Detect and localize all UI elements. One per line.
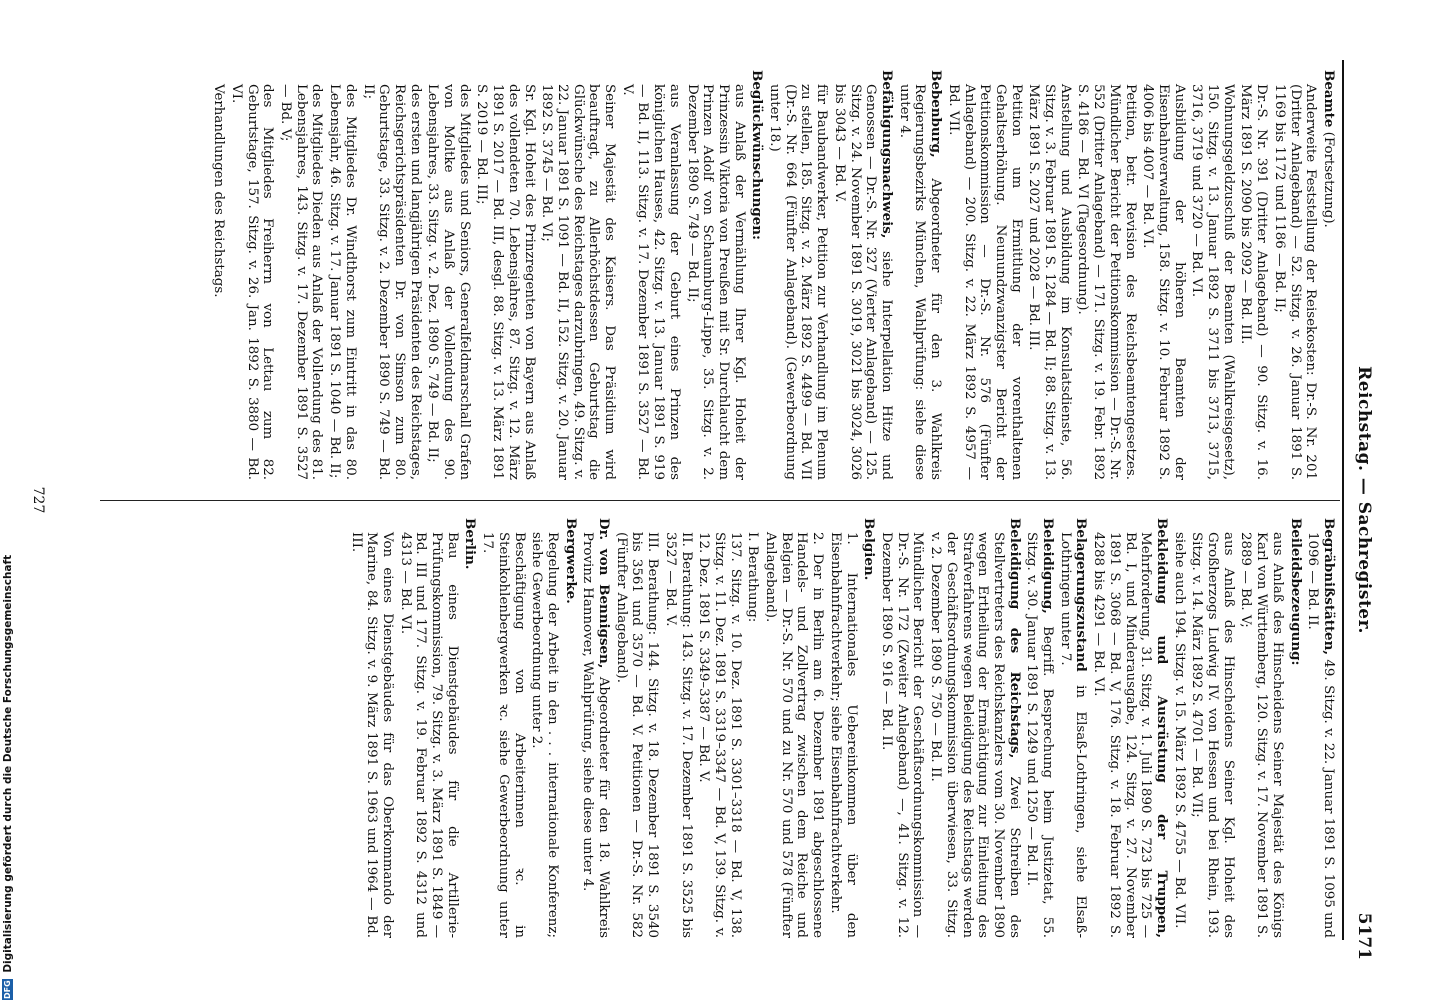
index-entry <box>1238 70 1269 480</box>
entry-keyword: Belgien. <box>861 518 878 581</box>
entry-text: (Fortsetzung). <box>1321 131 1336 228</box>
entry-text: Petition um Ermittlung der vorenthaltenen Gehaltserhöhung. Neunundzwanzigster Bericht der Petitionskommission — Dr.-S. Nr. 576 (Fünfter Anlageband) — 200. Sitzg. v. 22. März 1892 S. 4957 — Bd. VII. <box>945 84 1024 480</box>
entry-text: aus Anlaß der Vermählung Ihrer Kgl. Hoheit der Prinzessin Viktoria von Preußen mit Sr. Durchlaucht dem Prinzen Adolf von Schaumburg-Lippe, 35. Sitzg. v. 2. Dezember 1890 S. 749 — Bd. II; <box>684 84 747 480</box>
entry-text: für Baubandwerker, Petition zur Verhandlung im Plenum zu stellen, 185. Sitzg. v. 2. März 1892 S. 4499 — Bd. VII (Dr.-S. Nr. 664 (Fünfter Anlageband). (Gewerbeordnung unter 18.) <box>767 84 830 480</box>
index-entry <box>360 70 423 480</box>
entry-text: Verhandlungen des Reichstags. <box>211 84 227 298</box>
left-column <box>208 70 1336 480</box>
entry-text: Petition, betr. Revision des Reichsbeamtengesetzes. Mündlicher Bericht der Petitionskommission — Dr.-S. Nr. 552 (Dritter Anlageband) — 171. Sitzg. v. 19. Febr. 1892 S. 4186 — Bd. VI (Tagesordnung). <box>1075 84 1138 480</box>
entry-keyword: Beleidigung des Reichstags, <box>1006 518 1023 759</box>
index-entry <box>397 518 460 938</box>
running-title: Reichstag. — Sachregister. <box>1354 366 1374 634</box>
entry-text: II. Berathung: 143. Sitzg. v. 17. Dezember 1891 S. 3525 bis 3527 — Bd. V. <box>662 532 694 938</box>
entry-text: siehe Interpellation Hitze und Genossen — Dr.-S. Nr. 327 (Vierter Anlageband) — 125. Sitzg. v. 24. November 1891 S. 3019, 3021 bis 3024, 3026 bis 3043 — Bd. V. <box>831 84 895 480</box>
right-column <box>346 518 1336 938</box>
entry-text: des Mitgliedes Dieden aus Anlaß der Vollendung des 81. Lebensjahres, 143. Sitzg. v. 17. Dezember 1891 S. 3527 — Bd. V; <box>278 84 325 480</box>
entry-text: aus Anlaß des Hinscheidens Seiner Majestät des Königs Karl von Württemberg, 120. Sitzg. v. 17. November 1891 S. 2889 — Bd. V; <box>1238 532 1285 938</box>
entry-keyword: Befähigungsnachweis, <box>879 70 896 239</box>
index-entry <box>1238 518 1285 938</box>
index-entry <box>1026 70 1073 480</box>
index-entry <box>348 518 395 938</box>
entry-text: Beschäftigung von Arbeiterinnen ꝛc. in Steinkohlenbergwerken ꝛc. siehe Gewerbeordnung unter 17. <box>480 532 527 938</box>
index-entry <box>749 70 765 480</box>
index-entry <box>277 70 324 480</box>
index-entry <box>580 518 611 938</box>
index-entry <box>326 70 357 480</box>
entry-text: Anderweite Feststellung der Reisekosten: Dr.-S. Nr. 201 (Dritter Anlageband) — 52. Sitzg. v. 26. Januar 1891 S. 1169 bis 1172 und 1186 — Bd. II; <box>1271 84 1319 480</box>
entry-text: 1. Internationales Uebereinkommen über den Eisenbahnfrachtverkehr; siehe Eisenbahnfrachtverkehr. <box>827 532 859 938</box>
entry-text: des Mitgliedes und Seniors, Generalfeldmarschall Grafen von Moltke aus Anlaß der Vollendung des 90. Lebensjahres, 33. Sitzg. v. 2. Dez. 1890 S. 749 — Bd. II; <box>425 84 472 480</box>
index-entry <box>474 70 537 480</box>
entry-text: 137. Sitzg. v. 10. Dez. 1891 S. 3301–3318 — Bd. V, 138. Sitzg. v. 11. Dez. 1891 S. 3319–3347 — Bd. V, 139. Sitzg. v. 12. Dez. 1891 S. 3349–3387 — Bd. V. <box>696 532 743 938</box>
index-entry <box>479 518 526 938</box>
entry-text: aus Anlaß des Hinscheidens Seiner Kgl. Hoheit des Großherzogs Ludwig IV. von Hessen und bei Rhein, 193. Sitzg. v. 14. März 1892 S. 4701 — Bd. VII; <box>1189 532 1236 938</box>
entry-text: Abgeordneter für den 3. Wahlkreis Regierungsbezirks München, Wahlprüfung: siehe diese unter 4. <box>896 84 944 480</box>
entry-text: Begriff. Besprechung beim Justizetat, 55. Sitzg. v. 30. Januar 1891 S. 1249 und 1250 — Bd. II. <box>1024 532 1056 938</box>
index-entry <box>1305 518 1336 938</box>
index-entry <box>1189 518 1236 938</box>
index-entry <box>210 70 226 480</box>
entry-text: Von eines Dienstgebäudes für das Oberkommando der Marine, 84. Sitzg. v. 9. März 1891 S. 1963 und 1964 — Bd. III. <box>348 532 395 938</box>
entry-keyword: Begräbnißstätten, <box>1321 518 1337 655</box>
entry-keyword: Bergwerke. <box>562 518 579 604</box>
entry-text: Anstellung und Ausbildung im Konsulatsdienste, 56. Sitzg. v. 3. Februar 1891 S. 1284 — Bd. II; 88. Sitzg. v. 13. März 1891 S. 2027 und 2028 — Bd. III. <box>1026 84 1073 480</box>
entry-keyword: Beglückwünschungen: <box>749 70 766 240</box>
index-entry <box>684 70 747 480</box>
entry-text: des ersten und langjährigen Präsidenten des Reichstages, Reichsgerichtspräsidenten Dr. von Simson zum 80. Geburtstage, 33. Sitzg. v. 2. Dezember 1890 S. 749 — Bd. II; <box>360 84 423 480</box>
index-entry <box>1171 518 1187 938</box>
entry-text: des Mitgliedes Freiherrn von Lettau zum 82. Geburtstage, 157. Sitzg. v. 26. Jan. 1892 S. 3880 — Bd. VI. <box>228 84 276 480</box>
index-entry <box>831 70 894 480</box>
index-entry <box>745 518 761 938</box>
entry-text: Regelung der Arbeit in den . . . internationale Konferenz; siehe Gewerbeordnung unter 2. <box>529 532 560 938</box>
entry-text: 49. Sitzg. v. 22. Januar 1891 S. 1095 und 1096 — Bd. II. <box>1305 532 1336 938</box>
index-entry <box>462 518 478 938</box>
index-entry <box>827 518 858 938</box>
page-header <box>1350 40 1374 960</box>
entry-text: Abgeordneter für den 18. Wahlkreis Provinz Hannover, Wahlprüfung, siehe diese unter 4. <box>580 532 612 938</box>
digitization-credit <box>0 0 16 1000</box>
index-entry <box>228 70 275 480</box>
entry-text: in Elsaß-Lothringen, siehe Elsaß-Lothringen unter 7. <box>1057 532 1089 938</box>
entry-text: Mündlicher Bericht der Geschäftsordnungskommission — Dr.-S. Nr. 172 (Zweiter Anlageband) —, 41. Sitzg. v. 12. Dezember 1890 S. 916 — Bd. II. <box>879 532 926 938</box>
index-entry <box>613 518 660 938</box>
index-entry <box>1320 70 1336 480</box>
entry-keyword: Beamte <box>1321 70 1337 128</box>
entry-text: Mehrforderung, 31. Sitzg. v. 1. Juli 1890 S. 723 bis 725 — Bd. I, und Minderausgabe, 124. Sitzg. v. 27. November 1891 S. 3068 — Bd. V, 176. Sitzg. v. 18. Februar 1892 S. 4288 bis 4291 — Bd. VI. <box>1091 532 1154 938</box>
index-entry <box>1189 70 1236 480</box>
entry-keyword: Beleidigung, <box>1040 518 1057 614</box>
index-entry <box>766 70 829 480</box>
entry-text: Sr. Kgl. Hoheit des Prinzregenten von Bayern aus Anlaß des vollendeten 70. Lebensjahres, 87. Sitzg. v. 12. März 1891 S. 2017 — Bd. III, desgl. 88. Sitzg. v. 13. März 1891 S. 2019 — Bd. III; <box>474 84 537 480</box>
index-entry <box>1140 70 1187 480</box>
entry-text: Zwei Schreiben des Stellvertreters des Reichskanzlers vom 30. November 1890 wegen Ertheilung der Ermächtigung zur Einleitung des Strafverfahrens wegen Beleidigung des Reichstags werden der Geschäftsordnungskommission überwiesen, 33. Sitzg. v. 2. Dezember 1890 S. 750 — Bd. II. <box>928 532 1022 938</box>
entry-text: siehe auch 194. Sitzg. v. 15. März 1892 S. 4755 — Bd. VII. <box>1171 532 1187 929</box>
entry-text: 2. Der in Berlin am 6. Dezember 1891 abgeschlossene Handels- und Zollvertrag zwischen dem Reiche und Belgien — Dr.-S. Nr. 570 und zu Nr. 570 und 578 (Fünfter Anlageband). <box>763 532 826 938</box>
entry-keyword: Bebenburg, <box>928 70 945 158</box>
column-divider <box>100 500 1340 501</box>
entry-keyword: Berlin. <box>462 518 479 570</box>
column-number: 5171 <box>1354 912 1374 960</box>
index-entry <box>1271 70 1318 480</box>
entry-text: aus Veranlassung der Geburt eines Prinzen des königlichen Hauses, 42. Sitzg. v. 13. Januar 1891 S. 919 — Bd. II, 113. Sitzg. v. 17. Dezember 1891 S. 3527 — Bd. V. <box>619 84 682 480</box>
index-entry <box>927 518 1021 938</box>
entry-keyword: Belagerungszustand <box>1073 518 1090 672</box>
entry-keyword: Beileidsbezeugung: <box>1287 518 1304 666</box>
index-entry <box>1024 518 1055 938</box>
index-entry <box>1075 70 1138 480</box>
index-entry <box>878 518 925 938</box>
entry-keyword: Bekleidung und Ausrüstung der Truppen, <box>1153 518 1170 938</box>
index-entry <box>945 70 1024 480</box>
entry-text: Wohnungsgeldzuschuß der Beamten (Wahlkreisgesetz), 150. Sitzg. v. 13. Januar 1892 S. 3711 bis 3713, 3715, 3716, 3719 und 3720 — Bd. VI. <box>1189 84 1236 480</box>
entry-keyword: Dr. von Bennigsen, <box>596 518 613 669</box>
index-entry <box>529 518 560 938</box>
entry-text: Dr.-S. Nr. 391 (Dritter Anlageband) — 90. Sitzg. v. 16. März 1891 S. 2090 bis 2092 — Bd. III. <box>1238 84 1270 480</box>
index-entry <box>425 70 472 480</box>
index-entry <box>696 518 743 938</box>
entry-text: Ausbildung der höheren Beamten der Eisenbahnverwaltung, 158. Sitzg. v. 10. Februar 1892 S. 4006 bis 4007 — Bd. VI. <box>1140 84 1187 480</box>
index-entry <box>762 518 825 938</box>
entry-text: III. Berathung: 144. Sitzg. v. 18. Dezember 1891 S. 3540 bis 3561 und 3570 — Bd. V. Petitionen — Dr.-S. Nr. 582 (Fünfter Anlageband). <box>613 532 661 938</box>
index-entry <box>662 518 693 938</box>
entry-text: Bau eines Dienstgebäudes für die Artillerie-Prüfungskommission, 79. Sitzg. v. 3. März 1891 S. 1849 — Bd. III und 177. Sitzg. v. 19. Februar 1892 S. 4312 und 4313 — Bd. VI. <box>397 532 460 938</box>
index-entry <box>1090 518 1169 938</box>
entry-text: des Mitgliedes Dr. Windthorst zum Eintritt in das 80. Lebensjahr, 46. Sitzg. v. 17. Januar 1891 S. 1040 — Bd. II; <box>327 84 358 480</box>
index-entry <box>619 70 682 480</box>
dfg-logo: DFG <box>3 980 12 999</box>
entry-text: I. Berathung: <box>745 532 761 623</box>
credit-text: Digitalisierung gefördert durch die Deutsche Forschungsgemeinschaft <box>2 554 14 973</box>
index-entry <box>896 70 943 480</box>
index-entry <box>562 518 578 938</box>
index-entry <box>861 518 877 938</box>
page-number: 727 <box>30 486 46 514</box>
index-entry <box>1287 518 1303 938</box>
entry-text: Seiner Majestät des Kaisers. Das Präsidium wird beauftragt, zu Allerhöchstdessen Geburtstag die Glückwünsche des Reichstages darzubringen, 49. Sitzg. v. 22. Januar 1891 S. 1091 — Bd. II, 152. Sitzg. v. 20. Januar 1892 S. 3745 — Bd. VI; <box>539 84 618 480</box>
index-entry <box>539 70 618 480</box>
index-entry <box>1057 518 1088 938</box>
header-rule <box>1342 60 1344 940</box>
